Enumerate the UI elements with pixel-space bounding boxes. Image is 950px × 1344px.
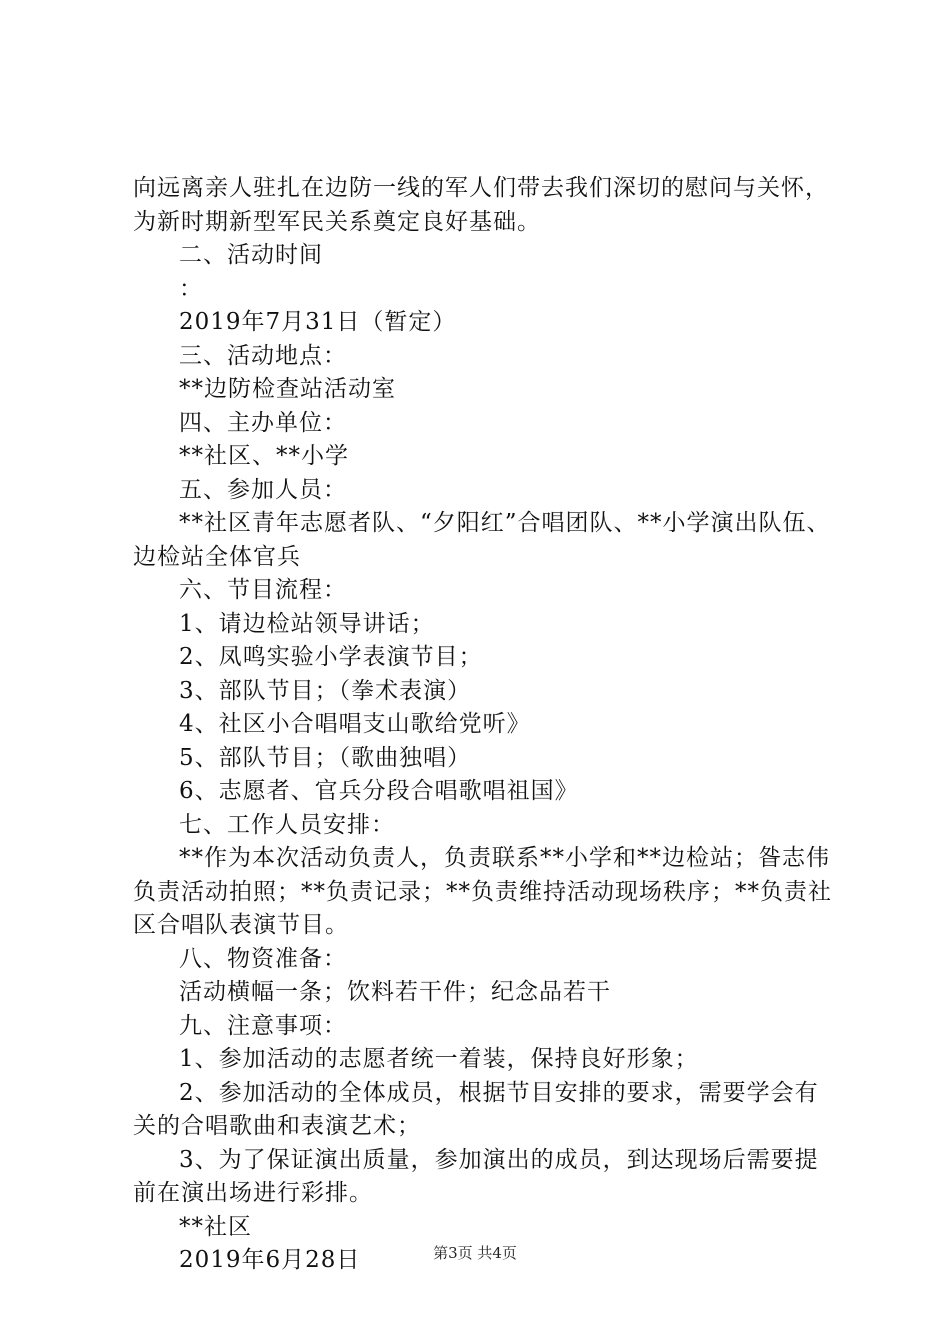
signature-organization: **社区 — [179, 1213, 252, 1240]
program-item: 5、部队节目；（歌曲独唱） — [179, 744, 472, 771]
participants: **社区青年志愿者队、“夕阳红”合唱团队、**小学演出队伍、边检站全体官兵 — [133, 510, 831, 570]
staff-arrangement: **作为本次活动负责人，负责联系**小学和**边检站；昝志伟负责活动拍照；**负责记录；**负责维持活动现场秩序；**负责社区合唱队表演节目。 — [133, 845, 832, 938]
program-item: 6、志愿者、官兵分段合唱歌唱祖国》 — [179, 778, 579, 804]
paragraph-intro: 向远离亲人驻扎在边防一线的军人们带去我们深切的慰问与关怀，为新时期新型军民关系奠定良好基础。 — [133, 175, 829, 235]
program-item: 1、请边检站领导讲话； — [179, 610, 435, 637]
program-item: 2、凤鸣实验小学表演节目； — [179, 644, 483, 670]
heading-organizer: 四、主办单位： — [179, 409, 347, 436]
program-item: 4、社区小合唱唱支山歌给党听》 — [179, 711, 531, 737]
heading-participants: 五、参加人员： — [179, 476, 347, 503]
organizer: **社区、**小学 — [179, 443, 349, 469]
program-item: 3、部队节目；（拳术表演） — [179, 677, 472, 704]
heading-program: 六、节目流程： — [179, 577, 347, 603]
note-item: 2、参加活动的全体成员，根据节目安排的要求，需要学会有关的合唱歌曲和表演艺术； — [133, 1079, 819, 1139]
activity-date: 2019年7月31日（暂定） — [179, 309, 457, 335]
heading-notes: 九、注意事项： — [179, 1012, 347, 1039]
materials: 活动横幅一条；饮料若干件；纪念品若干 — [179, 979, 611, 1005]
heading-materials: 八、物资准备： — [179, 945, 347, 972]
note-item: 1、参加活动的志愿者统一着装，保持良好形象； — [179, 1046, 699, 1072]
heading-activity-location: 三、活动地点： — [179, 342, 347, 369]
page-number-footer: 第3页 共4页 — [433, 1244, 517, 1262]
document-body — [133, 172, 833, 1278]
note-item: 3、为了保证演出质量，参加演出的成员，到达现场后需要提前在演出场进行彩排。 — [133, 1146, 819, 1206]
activity-location: **边防检查站活动室 — [179, 376, 396, 402]
heading-activity-time-colon: ： — [179, 275, 203, 302]
signature-date: 2019年6月28日 — [179, 1247, 361, 1273]
heading-staff: 七、工作人员安排： — [179, 811, 395, 838]
heading-activity-time: 二、活动时间 — [179, 242, 323, 268]
